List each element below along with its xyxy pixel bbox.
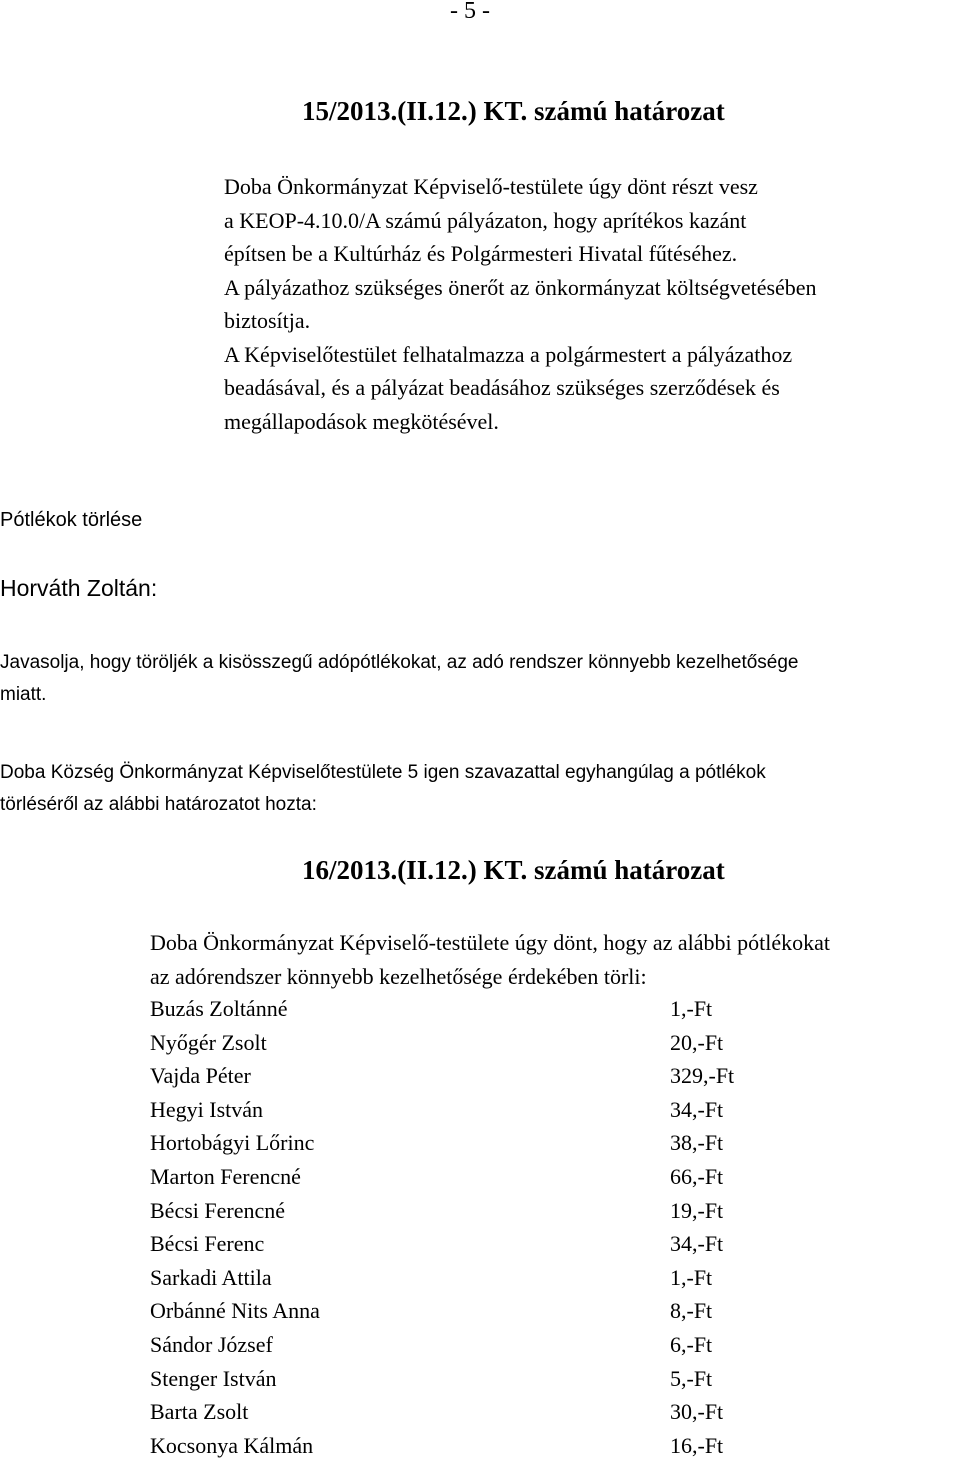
amount: 30,-Ft [670, 1399, 724, 1425]
person-name: Hegyi István [150, 1096, 264, 1122]
person-name: Barta Zsolt [150, 1399, 249, 1425]
proposal-text [0, 647, 799, 711]
person-name: Bécsi Ferenc [150, 1231, 265, 1257]
speaker-name: Horváth Zoltán: [0, 575, 158, 601]
amount: 8,-Ft [670, 1298, 713, 1324]
person-name: Kocsonya Kálmán [150, 1432, 314, 1458]
text-line: a KEOP-4.10.0/A számú pályázaton, hogy aprítékos kazánt [224, 207, 747, 233]
text-line: Doba Önkormányzat Képviselő-testülete úgy dönt, hogy az alábbi pótlékokat [150, 930, 830, 955]
amount: 1,-Ft [670, 996, 713, 1021]
amount: 34,-Ft [670, 1231, 724, 1257]
person-name: Nyőgér Zsolt [150, 1029, 267, 1055]
council-decision-text [0, 757, 766, 821]
person-name: Sándor József [150, 1331, 273, 1357]
amount: 16,-Ft [670, 1432, 724, 1458]
person-name: Hortobágyi Lőrinc [150, 1130, 315, 1156]
person-name: Bécsi Ferencné [150, 1197, 285, 1223]
text-line: A Képviselőtestület felhatalmazza a polgármestert a pályázathoz [224, 341, 793, 367]
person-name: Marton Ferencné [150, 1163, 301, 1189]
person-name: Orbánné Nits Anna [150, 1298, 320, 1324]
person-name: Stenger István [150, 1365, 277, 1391]
text-line: megállapodások megkötésével. [224, 408, 499, 434]
text-line: az adórendszer könnyebb kezelhetősége érdekében törli: [150, 963, 647, 989]
resolution-1-title: 15/2013.(II.12.) KT. számú határozat [302, 96, 725, 126]
text-line: Javasolja, hogy töröljék a kisösszegű adópótlékokat, az adó rendszer könnyebb kezelhetősége [0, 652, 799, 673]
amount: 66,-Ft [670, 1163, 724, 1189]
resolution-1-text [224, 170, 817, 438]
text-line: Doba Önkormányzat Képviselő-testülete úgy dönt részt vesz [224, 174, 758, 199]
section-heading: Pótlékok törlése [0, 509, 143, 531]
amount: 5,-Ft [670, 1365, 713, 1391]
text-line: Doba Község Önkormányzat Képviselőtestülete 5 igen szavazattal egyhangúlag a pótlékok [0, 762, 766, 783]
person-name: Vajda Péter [150, 1063, 251, 1089]
text-line: A pályázathoz szükséges önerőt az önkormányzat költségvetésében [224, 274, 817, 300]
person-name: Buzás Zoltánné [150, 996, 288, 1021]
amount: 6,-Ft [670, 1331, 713, 1357]
text-line: biztosítja. [224, 308, 311, 333]
amount: 329,-Ft [670, 1063, 735, 1089]
amount: 38,-Ft [670, 1130, 724, 1156]
amount: 34,-Ft [670, 1096, 724, 1122]
text-line: beadásával, és a pályázat beadásához szükséges szerződések és [224, 375, 780, 400]
amount: 1,-Ft [670, 1264, 713, 1290]
text-line: törléséről az alábbi határozatot hozta: [0, 794, 317, 815]
page-number: - 5 - [450, 0, 490, 24]
person-name: Sarkadi Attila [150, 1264, 272, 1290]
amount: 19,-Ft [670, 1197, 724, 1223]
resolution-2-text [150, 926, 830, 993]
text-line: építsen be a Kultúrház és Polgármesteri Hivatal fűtéséhez. [224, 241, 738, 266]
resolution-2-title: 16/2013.(II.12.) KT. számú határozat [302, 855, 725, 885]
text-line: miatt. [0, 684, 47, 705]
amount: 20,-Ft [670, 1029, 724, 1055]
